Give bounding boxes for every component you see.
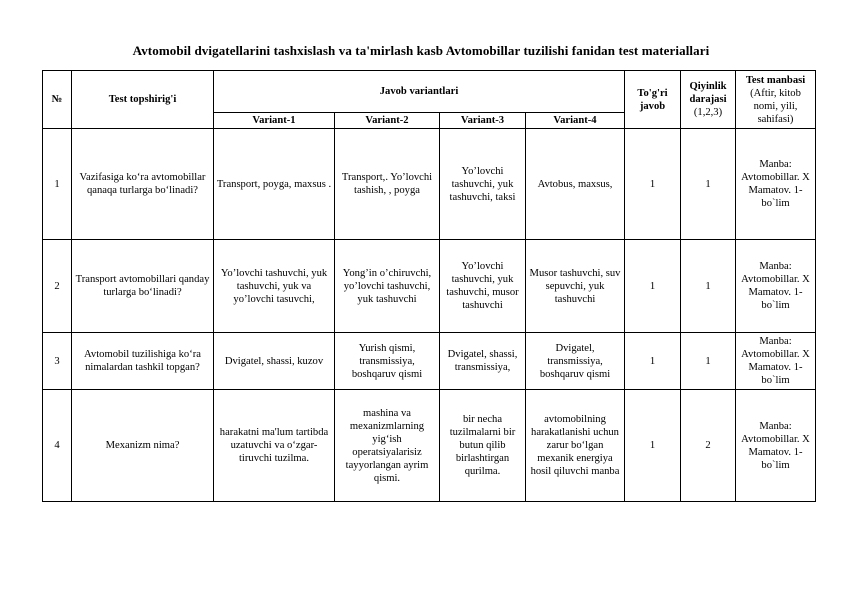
row-number: 2 bbox=[43, 240, 72, 333]
row-difficulty: 2 bbox=[681, 390, 736, 502]
row-number: 3 bbox=[43, 333, 72, 390]
row-correct: 1 bbox=[625, 240, 681, 333]
row-correct: 1 bbox=[625, 390, 681, 502]
row-source: Manba: Avtomobillar. X Mamatov. 1-bo`lim bbox=[736, 390, 816, 502]
row-task: Avtomobil tuzilishiga ko‘ra nimalardan tashkil topgan? bbox=[72, 333, 214, 390]
row-number: 4 bbox=[43, 390, 72, 502]
row-variant-4: Avtobus, maxsus, bbox=[526, 129, 625, 240]
row-difficulty: 1 bbox=[681, 333, 736, 390]
row-variant-2: mashina va mexanizmlarning yig‘ish operatsiyalarisiz tayyorlangan ayrim qismi. bbox=[335, 390, 440, 502]
row-variant-3: Yo’lovchi tashuvchi, yuk tashuvchi, musor tashuvchi bbox=[440, 240, 526, 333]
table-row bbox=[43, 333, 816, 390]
row-variant-1: Yo’lovchi tashuvchi, yuk tashuvchi, yuk va yo’lovchi tasuvchi, bbox=[214, 240, 335, 333]
row-task: Transport avtomobillari qanday turlarga bo‘linadi? bbox=[72, 240, 214, 333]
table-row bbox=[43, 390, 816, 502]
header-difficulty bbox=[681, 71, 736, 129]
document-title: Avtomobil dvigatellarini tashxislash va ta'mirlash kasb Avtomobillar tuzilishi fanidan test materiallari bbox=[132, 43, 710, 58]
row-source: Manba: Avtomobillar. X Mamatov. 1-bo`lim bbox=[736, 240, 816, 333]
header-answers: Javob variantlari bbox=[214, 71, 625, 113]
row-source: Manba: Avtomobillar. X Mamatov. 1-bo`lim bbox=[736, 333, 816, 390]
header-row bbox=[43, 71, 816, 113]
table-row bbox=[43, 240, 816, 333]
header-variant-4: Variant-4 bbox=[526, 113, 625, 129]
row-variant-3: bir necha tuzilmalarni bir butun qilib birlashtirgan qurilma. bbox=[440, 390, 526, 502]
header-variant-2: Variant-2 bbox=[335, 113, 440, 129]
row-source: Manba: Avtomobillar. X Mamatov. 1-bo`lim bbox=[736, 129, 816, 240]
row-variant-2: Yurish qismi, transmissiya, boshqaruv qismi bbox=[335, 333, 440, 390]
row-correct: 1 bbox=[625, 333, 681, 390]
row-variant-3: Yo’lovchi tashuvchi, yuk tashuvchi, taksi bbox=[440, 129, 526, 240]
row-variant-2: Yong’in o’chiruvchi, yo’lovchi tashuvchi, yuk tashuvchi bbox=[335, 240, 440, 333]
header-source bbox=[736, 71, 816, 129]
header-source-sub: (Aftir, kitob nomi, yili, sahifasi) bbox=[750, 87, 801, 125]
header-variant-1: Variant-1 bbox=[214, 113, 335, 129]
row-variant-4: avtomobilning harakatlanishi uchun zarur bo‘lgan mexanik energiya hosil qiluvchi manba bbox=[526, 390, 625, 502]
row-variant-1: Dvigatel, shassi, kuzov bbox=[214, 333, 335, 390]
row-difficulty: 1 bbox=[681, 129, 736, 240]
header-difficulty-label: Qiyinlik darajasi bbox=[689, 81, 727, 105]
row-task: Mexanizm nima? bbox=[72, 390, 214, 502]
row-variant-4: Musor tashuvchi, suv sepuvchi, yuk tashuvchi bbox=[526, 240, 625, 333]
header-difficulty-range: (1,2,3) bbox=[693, 107, 723, 118]
header-correct: To'g'ri javob bbox=[625, 71, 681, 129]
row-correct: 1 bbox=[625, 129, 681, 240]
header-number: № bbox=[43, 71, 72, 129]
header-task: Test topshirig'i bbox=[72, 71, 214, 129]
table-row bbox=[43, 129, 816, 240]
header-variant-3: Variant-3 bbox=[440, 113, 526, 129]
row-difficulty: 1 bbox=[681, 240, 736, 333]
row-variant-3: Dvigatel, shassi, transmissiya, bbox=[440, 333, 526, 390]
row-task: Vazifasiga ko‘ra avtomobillar qanaqa turlarga bo‘linadi? bbox=[72, 129, 214, 240]
row-variant-1: harakatni ma'lum tartibda uzatuvchi va o‘zgar- tiruvchi tuzilma. bbox=[214, 390, 335, 502]
row-variant-2: Transport,. Yo’lovchi tashish, , poyga bbox=[335, 129, 440, 240]
header-source-label: Test manbasi bbox=[745, 74, 806, 86]
test-materials-table bbox=[42, 70, 816, 502]
row-variant-4: Dvigatel, transmissiya, boshqaruv qismi bbox=[526, 333, 625, 390]
row-number: 1 bbox=[43, 129, 72, 240]
row-variant-1: Transport, poyga, maxsus . bbox=[214, 129, 335, 240]
